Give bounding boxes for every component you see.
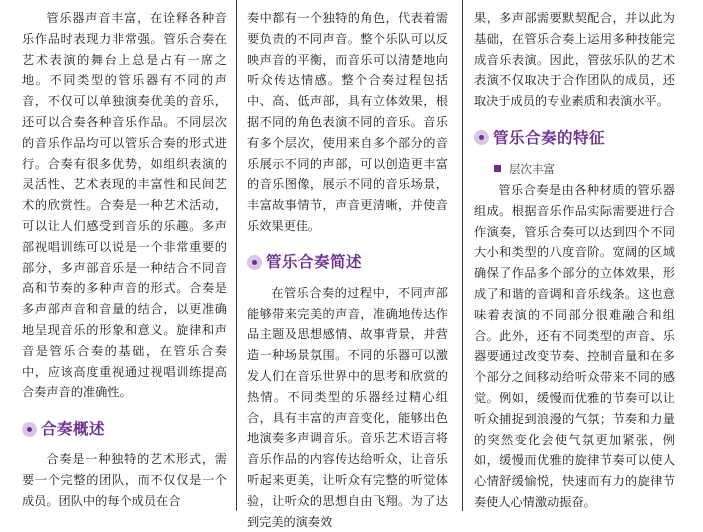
paragraph-brief: 在管乐合奏的过程中，不同声部能够带来完美的声音，准确地传达作品主题及思想感情、故事背景，并营造一种场景氛围。不同的乐器可以激发人们在音乐世界中的思考和欣赏的热情。不同类型的乐器经过精心组合，具有丰富的声音变化，能够出色地演奏多声调音乐。音乐艺术语言将音乐作品的内容传达给听众，让音乐听起来更美，让听众有完整的听觉体验，让听众的思想自由飞翔。为了达到完美的演奏效	[247, 285, 448, 529]
paragraph-features: 管乐合奏是由各种材质的管乐器组成。根据音乐作品实际需要进行合作演奏，管乐合奏可以达到四个不同大小和类型的八度音阶。宽阔的区域确保了作品多个部分的立体效果，形成了和谐的音调和音乐线条。这也意味着表演的不同部分很难融合和组合。此外，还有不同类型的声音、乐器要通过改变节奏、控制音量和在多个部分之间移动给听众带来不同的感觉。例如，缓慢而优雅的节奏可以让听众捕捉到浪漫的气氛；节奏和力量的突然变化会使气氛更加紧张，例如，缓慢而优雅的旋律节奏可以使人心情舒缓愉悦，快速而有力的旋律节奏使人心情激动振奋。	[474, 182, 675, 509]
circle-dot-icon	[22, 422, 37, 437]
section-heading-text: 管乐合奏简述	[266, 253, 363, 272]
paragraph-overview: 合奏是一种独特的艺术形式，需要一个完整的团队，而不仅仅是一个成员。团队中的每个成员在合	[22, 452, 227, 508]
column-divider-right	[462, 0, 463, 511]
paragraph-continued: 奏中都有一个独特的角色，代表着需要负责的不同声音。整个乐队可以反映声音的平衡，而音乐可以清楚地向听众传达情感。整个合奏过程包括中、高、低声部，具有立体效果，根据不同的角色表演不同的音乐。音乐有多个层次，使用来自多个部分的音乐展示不同的声部，可以创造更丰富的音乐图像，展示不同的音乐场景，丰富故事情节，声音更清晰，并使音乐效果更佳。	[247, 11, 448, 233]
circle-dot-icon	[247, 255, 262, 270]
subsection-heading-text: 层次丰富	[509, 161, 555, 176]
circle-dot-icon	[474, 130, 489, 145]
column-3	[474, 8, 675, 513]
section-heading-text: 管乐合奏的特征	[493, 128, 606, 147]
subsection-heading	[494, 158, 675, 180]
square-bullet-icon	[494, 165, 501, 172]
column-1	[22, 8, 227, 512]
section-heading-text: 合奏概述	[41, 419, 106, 438]
column-divider-left	[236, 0, 237, 511]
paragraph-intro: 管乐器声音丰富，在诠释各种音乐作品时表现力非常强。管乐合奏在艺术表演的舞台上总是占有一席之地。不同类型的管乐器有不同的声音，不仅可以单独演奏优美的音乐，还可以合奏各种音乐作品。不同层次的音乐作品均可以管乐合奏的形式进行。合奏有很多优势，如组织表演的灵活性、艺术表现的丰富性和民间艺术的欣赏性。合奏是一种艺术活动，可以让人们感受到音乐的乐趣。多声部视唱训练可以说是一个非常重要的部分，多声部音乐是一种结合不同音高和节奏的多种声音的形式。合奏是多声部声音和音量的结合，以更准确地呈现音乐的形象和意义。旋律和声音是管乐合奏的基础，在管乐合奏中，应该高度重视通过视唱训练提高合奏声音的准确性。	[22, 11, 227, 400]
section-heading-overview	[22, 411, 227, 447]
section-heading-brief	[247, 245, 448, 281]
column-2	[247, 8, 448, 532]
paragraph-continued: 果，多声部需要默契配合，并以此为基础，在管乐合奏上运用多种技能完成音乐表演。因此，管弦乐队的艺术表演不仅取决于合作团队的成员，还取决于成员的专业素质和表演水平。	[474, 11, 675, 109]
section-heading-features	[474, 120, 675, 156]
